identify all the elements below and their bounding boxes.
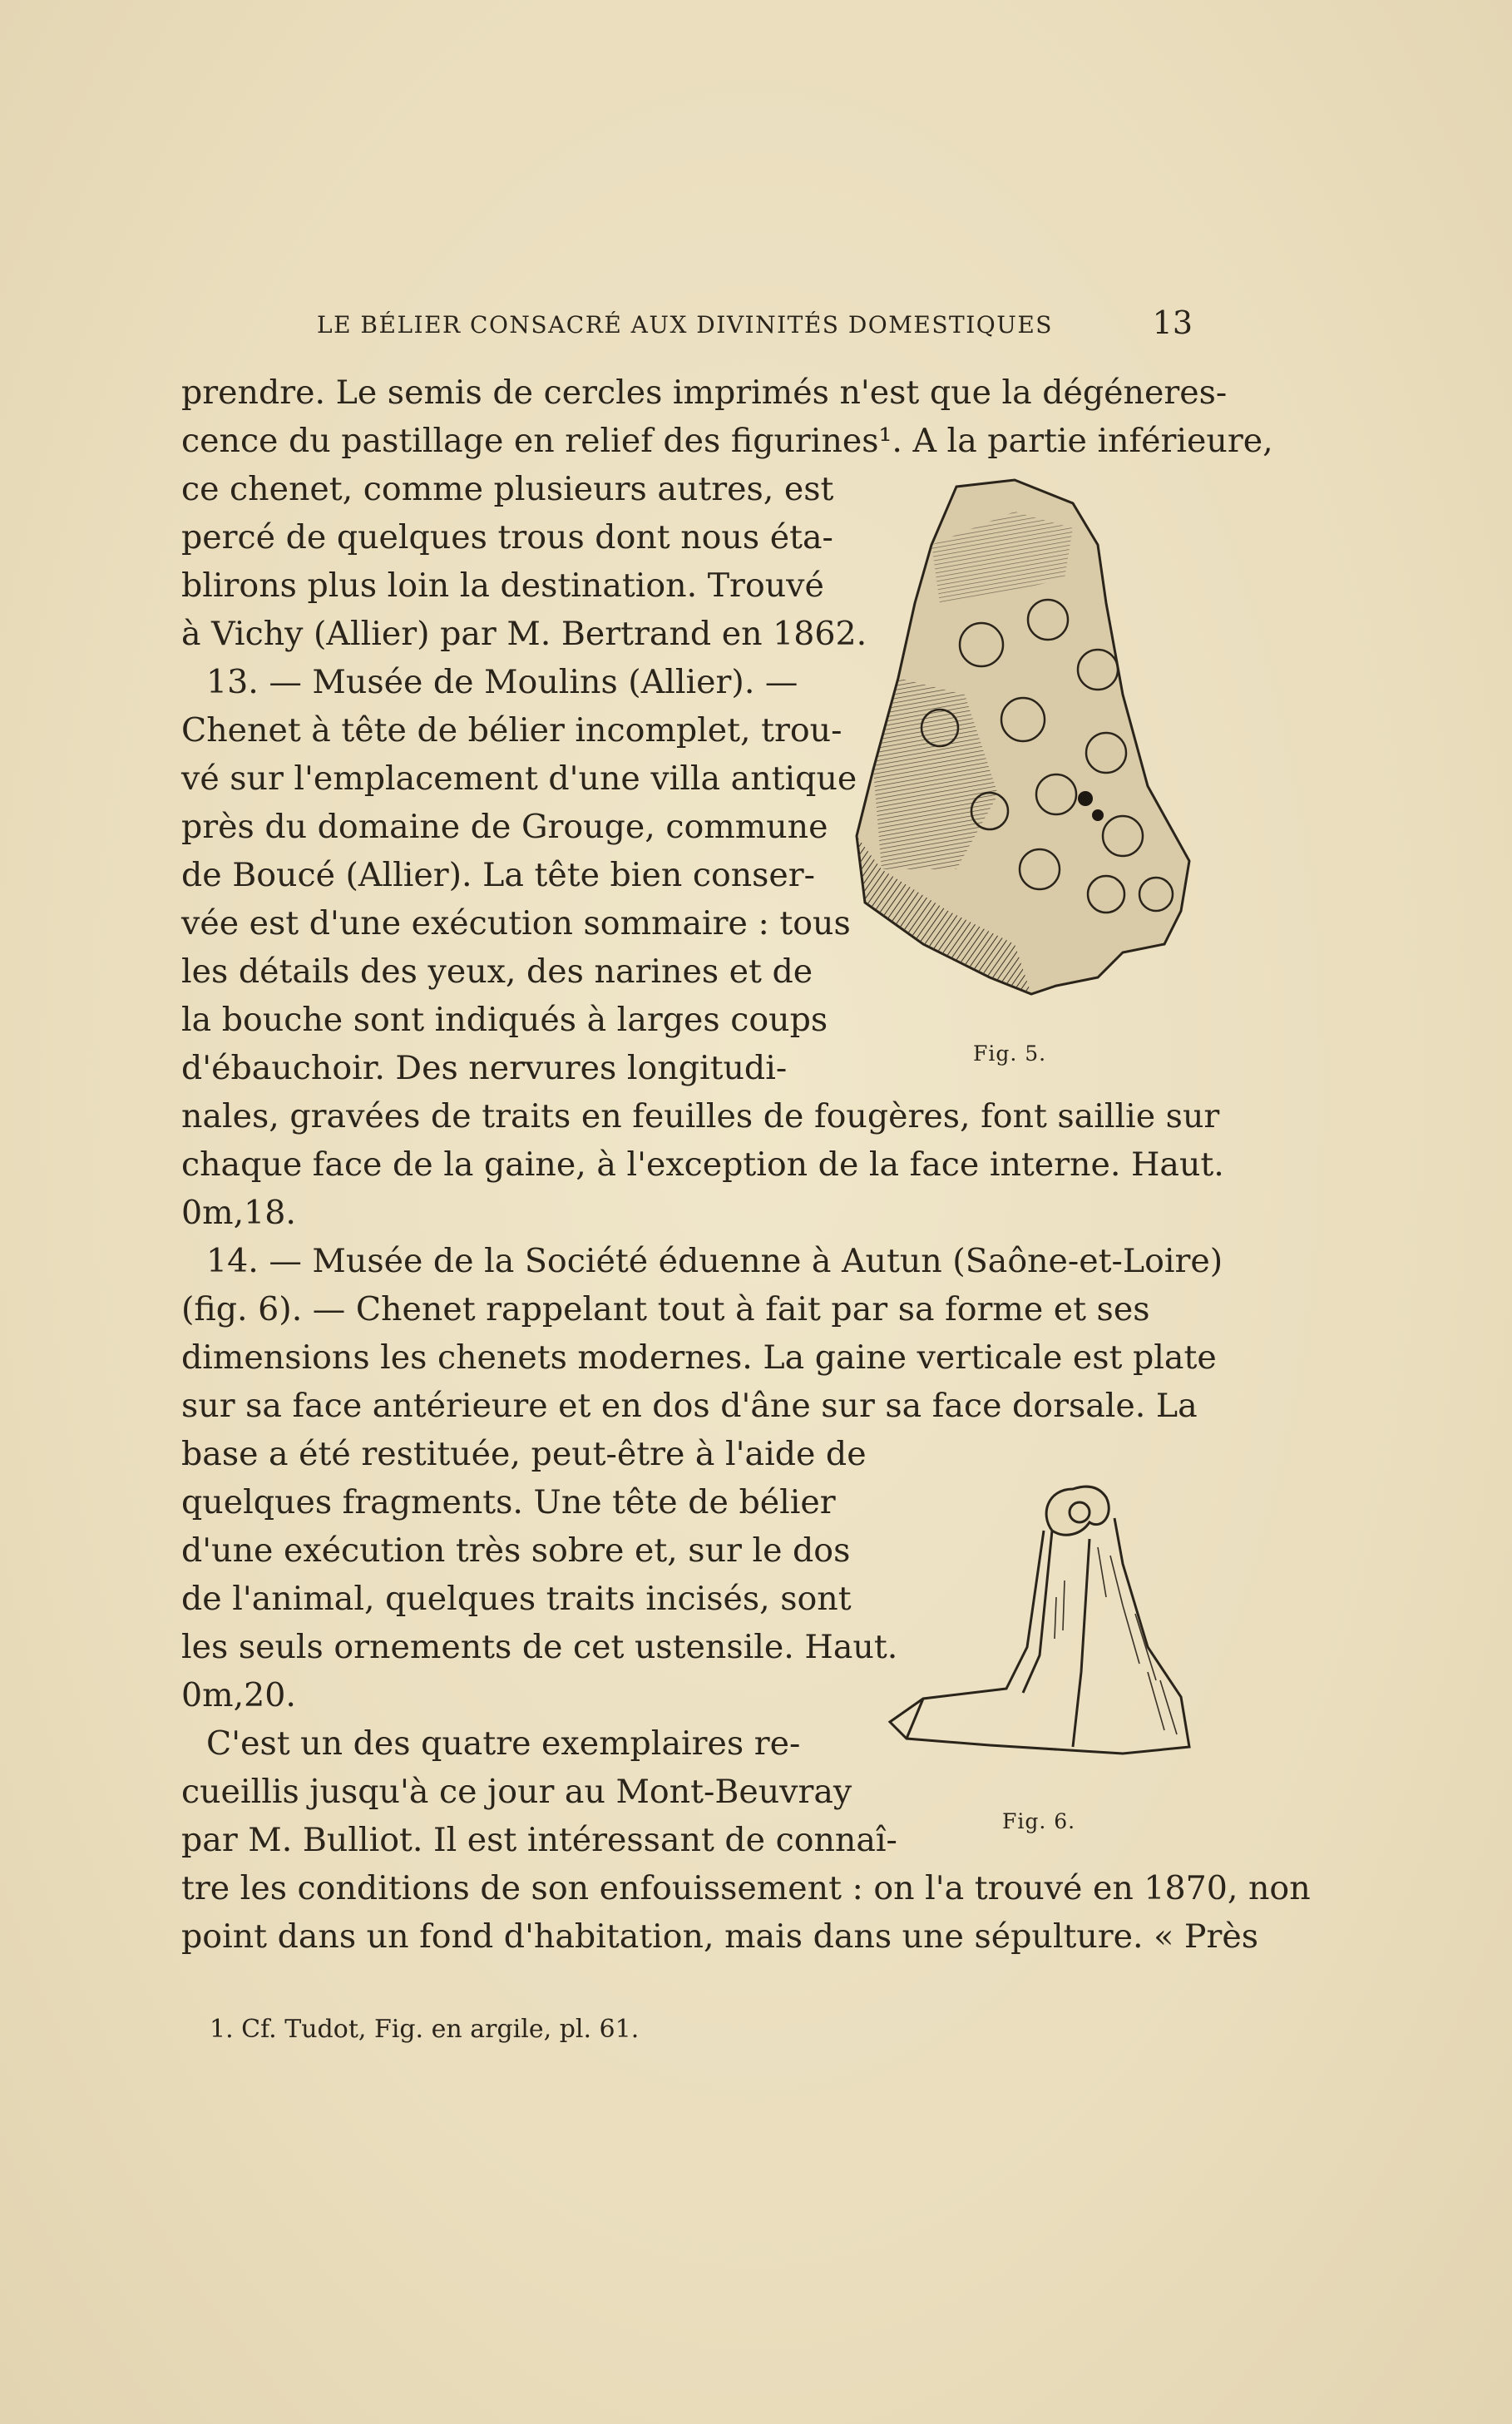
text-line: d'ébauchoir. Des nervures longitudi- — [181, 1049, 788, 1087]
figure-6-caption: Fig. 6. — [1002, 1809, 1076, 1833]
text-line: sur sa face antérieure et en dos d'âne sur sa face dorsale. La — [181, 1387, 1198, 1425]
footnote: 1. Cf. Tudot, Fig. en argile, pl. 61. — [210, 2015, 640, 2044]
figure-5-engraving — [848, 478, 1198, 1011]
text-line: C'est un des quatre exemplaires re- — [206, 1724, 801, 1763]
running-header — [181, 306, 1193, 348]
figure-6-engraving — [873, 1481, 1198, 1780]
text-line: 0m,20. — [181, 1676, 296, 1714]
text-line: ce chenet, comme plusieurs autres, est — [181, 470, 834, 508]
text-line: les détails des yeux, des narines et de — [181, 952, 813, 991]
page-number: 13 — [1152, 304, 1193, 341]
text-line: base a été restituée, peut-être à l'aide de — [181, 1435, 867, 1473]
text-line: dimensions les chenets modernes. La gaine verticale est plate — [181, 1338, 1217, 1377]
text-line: (fig. 6). — Chenet rappelant tout à fait par sa forme et ses — [181, 1290, 1150, 1328]
text-line: Chenet à tête de bélier incomplet, trou- — [181, 711, 842, 749]
text-line: 14. — Musée de la Société éduenne à Autun (Saône-et-Loire) — [206, 1242, 1223, 1280]
text-line: prendre. Le semis de cercles imprimés n'est que la dégéneres- — [181, 373, 1228, 412]
text-line: la bouche sont indiqués à larges coups — [181, 1001, 828, 1039]
text-line: vée est d'une exécution sommaire : tous — [181, 904, 851, 942]
text-line: point dans un fond d'habitation, mais dans une sépulture. « Près — [181, 1917, 1258, 1956]
text-line: de l'animal, quelques traits incisés, sont — [181, 1580, 852, 1618]
text-line: de Boucé (Allier). La tête bien conser- — [181, 856, 816, 894]
text-line: cence du pastillage en relief des figurines¹. A la partie inférieure, — [181, 422, 1273, 460]
text-line: 0m,18. — [181, 1194, 296, 1232]
figure-5-caption: Fig. 5. — [973, 1041, 1047, 1066]
text-line: d'une exécution très sobre et, sur le dos — [181, 1531, 851, 1570]
text-line: à Vichy (Allier) par M. Bertrand en 1862. — [181, 615, 867, 653]
text-line: par M. Bulliot. Il est intéressant de connaî- — [181, 1821, 897, 1859]
text-line: chaque face de la gaine, à l'exception de la face interne. Haut. — [181, 1145, 1224, 1184]
text-line: 13. — Musée de Moulins (Allier). — — [206, 663, 798, 701]
text-line: quelques fragments. Une tête de bélier — [181, 1483, 836, 1521]
text-line: cueillis jusqu'à ce jour au Mont-Beuvray — [181, 1773, 852, 1811]
text-line: vé sur l'emplacement d'une villa antique — [181, 759, 857, 798]
text-line: les seuls ornements de cet ustensile. Haut. — [181, 1628, 898, 1666]
text-line: blirons plus loin la destination. Trouvé — [181, 566, 824, 605]
running-title: LE BÉLIER CONSACRÉ AUX DIVINITÉS DOMESTIQUES — [317, 311, 1053, 339]
text-line: percé de quelques trous dont nous éta- — [181, 518, 833, 557]
text-line: nales, gravées de traits en feuilles de fougères, font saillie sur — [181, 1097, 1220, 1135]
text-line: tre les conditions de son enfouissement : on l'a trouvé en 1870, non — [181, 1869, 1311, 1907]
text-line: près du domaine de Grouge, commune — [181, 808, 828, 846]
